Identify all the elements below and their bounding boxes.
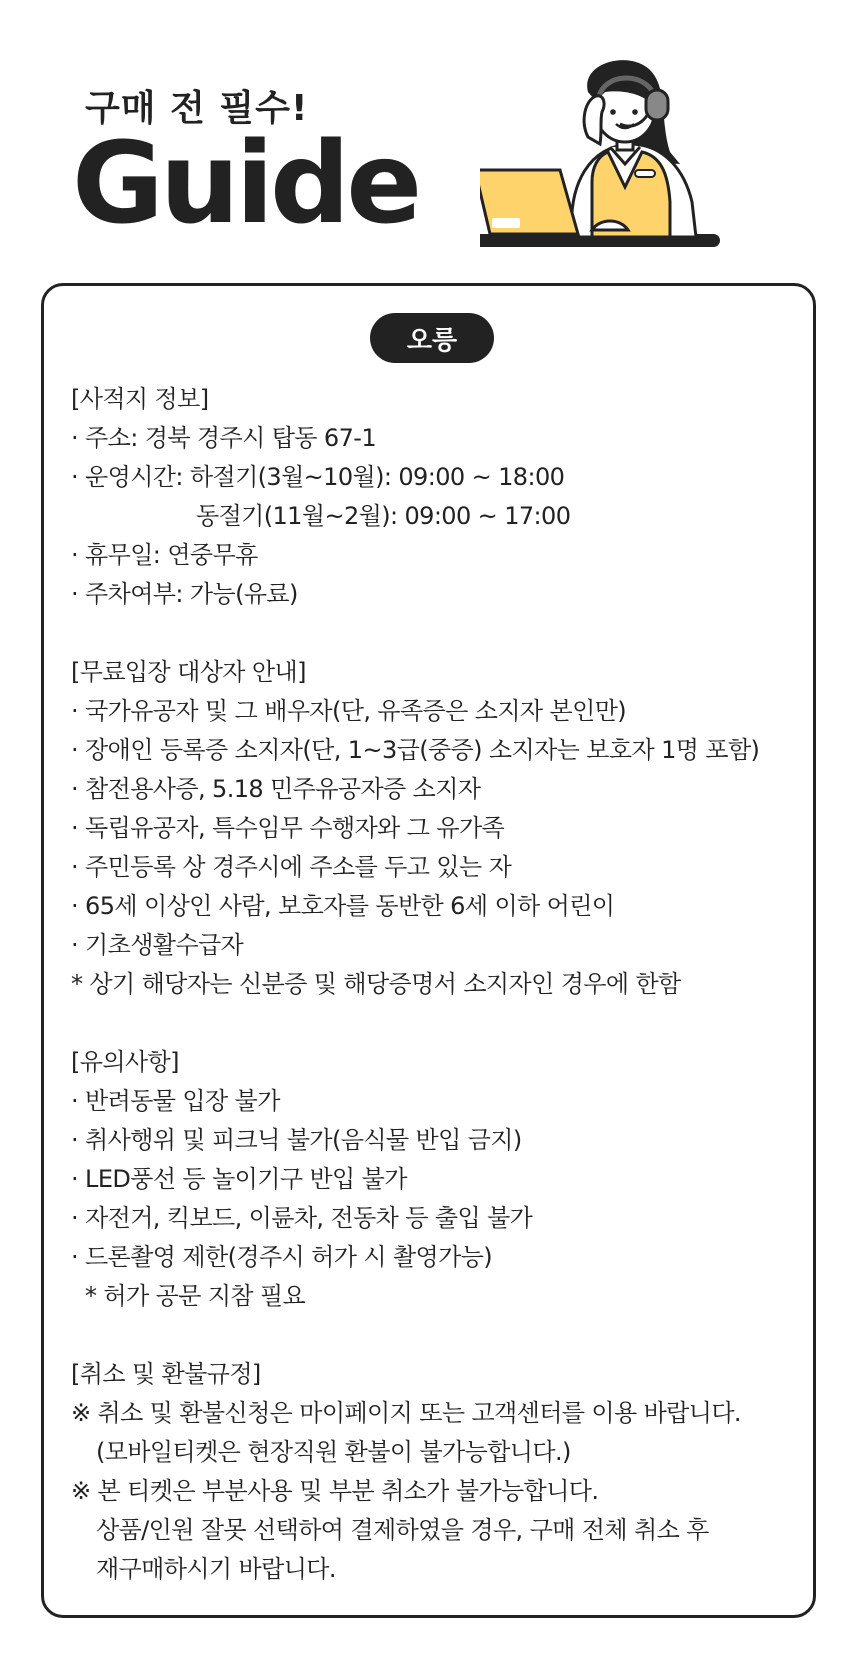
guide-header	[0, 0, 860, 270]
guide-title: Guide	[72, 119, 419, 249]
list-item: · 독립유공자, 특수임무 수행자와 그 유가족	[71, 814, 505, 842]
customer-service-agent-illustration	[480, 52, 765, 267]
section-heading-cautions: [유의사항]	[71, 1048, 179, 1076]
refund-text: (모바일티켓은 현장직원 환불이 불가능합니다.)	[96, 1438, 571, 1466]
refund-text: ※ 취소 및 환불신청은 마이페이지 또는 고객센터를 이용 바랍니다.	[71, 1399, 741, 1427]
address-text: · 주소: 경북 경주시 탑동 67-1	[71, 424, 376, 452]
list-item: · 기초생활수급자	[71, 931, 244, 959]
refund-text: 상품/인원 잘못 선택하여 결제하였을 경우, 구매 전체 취소 후	[96, 1516, 709, 1544]
list-item: · 반려동물 입장 불가	[71, 1087, 280, 1115]
list-item: · 자전거, 킥보드, 이륜차, 전동차 등 출입 불가	[71, 1204, 533, 1232]
free-admission-note: * 상기 해당자는 신분증 및 해당증명서 소지자인 경우에 한함	[71, 970, 681, 998]
closed-days-text: · 휴무일: 연중무휴	[71, 541, 258, 569]
list-item: · 국가유공자 및 그 배우자(단, 유족증은 소지자 본인만)	[71, 697, 627, 725]
list-item: · 65세 이상인 사람, 보호자를 동반한 6세 이하 어린이	[71, 892, 615, 920]
list-item: · LED풍선 등 놀이기구 반입 불가	[71, 1165, 407, 1193]
refund-text: 재구매하시기 바랍니다.	[96, 1555, 336, 1583]
cautions-note: * 허가 공문 지참 필요	[85, 1282, 306, 1310]
site-name-badge: 오릉	[370, 313, 494, 363]
list-item: · 주민등록 상 경주시에 주소를 두고 있는 자	[71, 853, 512, 881]
list-item: · 장애인 등록증 소지자(단, 1~3급(중증) 소지자는 보호자 1명 포함)	[71, 736, 760, 764]
guide-content	[71, 380, 791, 1589]
section-heading-refund: [취소 및 환불규정]	[71, 1360, 261, 1388]
list-item: · 참전용사증, 5.18 민주유공자증 소지자	[71, 775, 481, 803]
list-item: · 드론촬영 제한(경주시 허가 시 촬영가능)	[71, 1243, 493, 1271]
section-heading-site-info: [사적지 정보]	[71, 385, 209, 413]
guide-subtitle: 구매 전 필수!	[85, 88, 309, 129]
parking-text: · 주차여부: 가능(유료)	[71, 580, 298, 608]
hours-winter-text: 동절기(11월~2월): 09:00 ~ 17:00	[196, 502, 571, 530]
section-heading-free-admission: [무료입장 대상자 안내]	[71, 658, 306, 686]
list-item: · 취사행위 및 피크닉 불가(음식물 반입 금지)	[71, 1126, 522, 1154]
hours-summer-text: · 운영시간: 하절기(3월~10월): 09:00 ~ 18:00	[71, 463, 565, 491]
refund-text: ※ 본 티켓은 부분사용 및 부분 취소가 불가능합니다.	[71, 1477, 599, 1505]
